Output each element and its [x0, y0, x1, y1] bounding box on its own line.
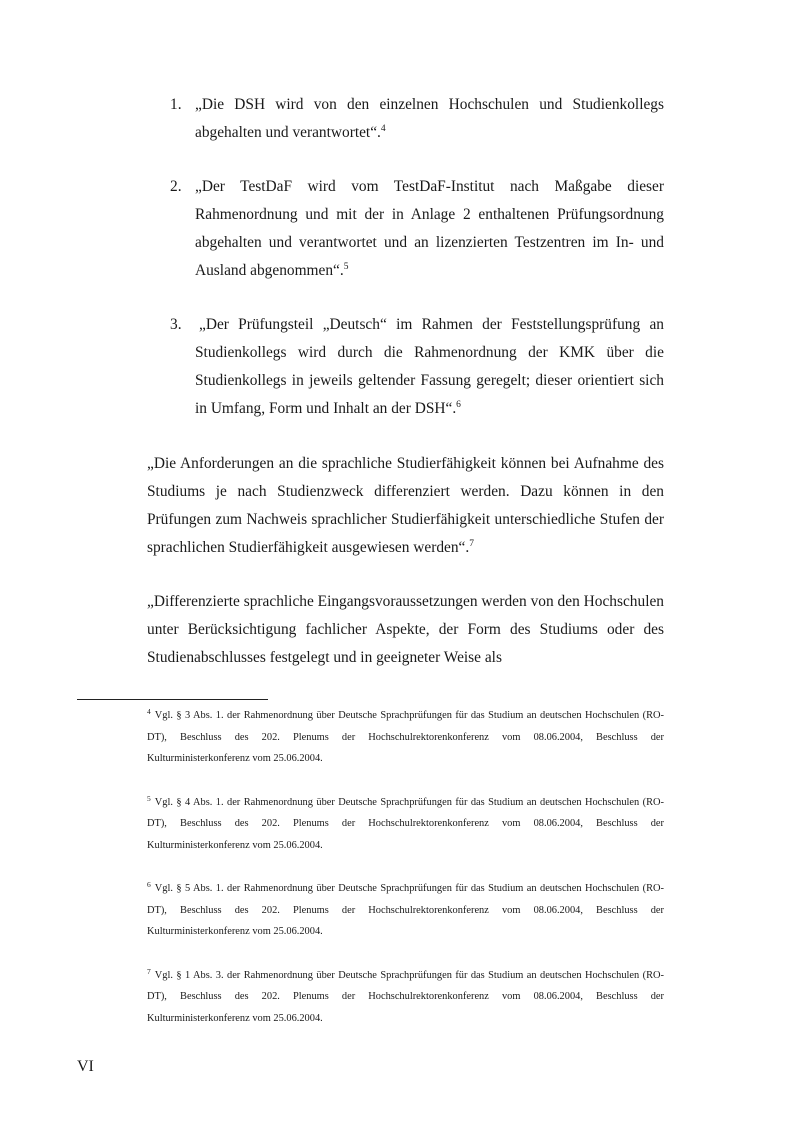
footnote-number: 5 — [147, 793, 151, 803]
list-item-text — [195, 178, 664, 279]
list-item-number: 1. — [170, 96, 182, 113]
footnote-reference[interactable]: 5 — [343, 262, 349, 272]
footnote — [147, 965, 664, 1030]
list-item — [170, 311, 664, 423]
list-item-quote: „Der Prüfungsteil „Deutsch“ im Rahmen der Feststellungsprüfung an Studienkollegs wird durch die Rahmenordnung der KMK über die Studienkollegs in jeweils geltender Fassung geregelt; dieser orientiert sich in Umfang, Form und Inhalt an der DSH“. — [195, 316, 664, 417]
footnote — [147, 878, 664, 943]
list-item-number: 3. — [170, 316, 182, 333]
footnotes — [147, 705, 664, 1051]
list-item-text — [195, 311, 664, 423]
list-item — [170, 91, 664, 147]
page-number: VI — [77, 1058, 94, 1075]
body-paragraph — [147, 588, 664, 672]
list-item — [170, 173, 664, 285]
list-item-quote: „Die DSH wird von den einzelnen Hochschulen und Studienkollegs abgehalten und verantwortet“. — [195, 96, 664, 141]
list-item-text — [195, 96, 664, 141]
footnote-text: Vgl. § 1 Abs. 3. der Rahmenordnung über Deutsche Sprachprüfungen für das Studium an deutschen Hochschulen (RO-DT), Beschluss des 202. Plenums der Hochschulrektorenkonferenz vom 08.06.2004, Beschluss der Kulturministerkonferenz vom 25.06.2004. — [147, 969, 664, 1024]
paragraph-text: „Differenzierte sprachliche Eingangsvoraussetzungen werden von den Hochschulen unter Berücksichtigung fachlicher Aspekte, der Form des Studiums oder des Studienabschlusses festgelegt und in geeigneter Weise als — [147, 593, 664, 666]
numbered-list — [170, 91, 664, 449]
footnote-text: Vgl. § 3 Abs. 1. der Rahmenordnung über Deutsche Sprachprüfungen für das Studium an deutschen Hochschulen (RO-DT), Beschluss des 202. Plenums der Hochschulrektorenkonferenz vom 08.06.2004, Beschluss der Kulturministerkonferenz vom 25.06.2004. — [147, 710, 664, 764]
footnote-reference[interactable]: 6 — [456, 400, 461, 410]
body-paragraph — [147, 450, 664, 562]
footnote-separator — [77, 699, 268, 700]
list-item-quote: „Der TestDaF wird vom TestDaF-Institut nach Maßgabe dieser Rahmenordnung und mit der in Anlage 2 enthaltenen Prüfungsordnung abgehalten und verantwortet und an lizenzierten Testzentren im In- und Ausland abgenommen“. — [195, 178, 664, 279]
list-item-number: 2. — [170, 178, 182, 195]
footnote-number: 7 — [147, 966, 151, 976]
footnote-number: 6 — [147, 880, 151, 889]
footnote-number: 4 — [147, 707, 151, 716]
footnote-text: Vgl. § 4 Abs. 1. der Rahmenordnung über Deutsche Sprachprüfungen für das Studium an deutschen Hochschulen (RO-DT), Beschluss des 202. Plenums der Hochschulrektorenkonferenz vom 08.06.2004, Beschluss der Kulturministerkonferenz vom 25.06.2004. — [147, 796, 664, 851]
footnote-reference[interactable]: 7 — [469, 539, 474, 549]
footnote — [147, 792, 664, 857]
footnote-reference[interactable]: 4 — [380, 124, 386, 134]
footnote-text: Vgl. § 5 Abs. 1. der Rahmenordnung über Deutsche Sprachprüfungen für das Studium an deutschen Hochschulen (RO-DT), Beschluss des 202. Plenums der Hochschulrektorenkonferenz vom 08.06.2004, Beschluss der Kulturministerkonferenz vom 25.06.2004. — [147, 883, 664, 937]
footnote — [147, 705, 664, 770]
paragraph-text: „Die Anforderungen an die sprachliche Studierfähigkeit können bei Aufnahme des Studiums je nach Studienzweck differenziert werden. Dazu können in den Prüfungen zum Nachweis sprachlicher Studierfähigkeit unterschiedliche Stufen der sprachlichen Studierfähigkeit ausgewiesen werden“. — [147, 455, 664, 556]
